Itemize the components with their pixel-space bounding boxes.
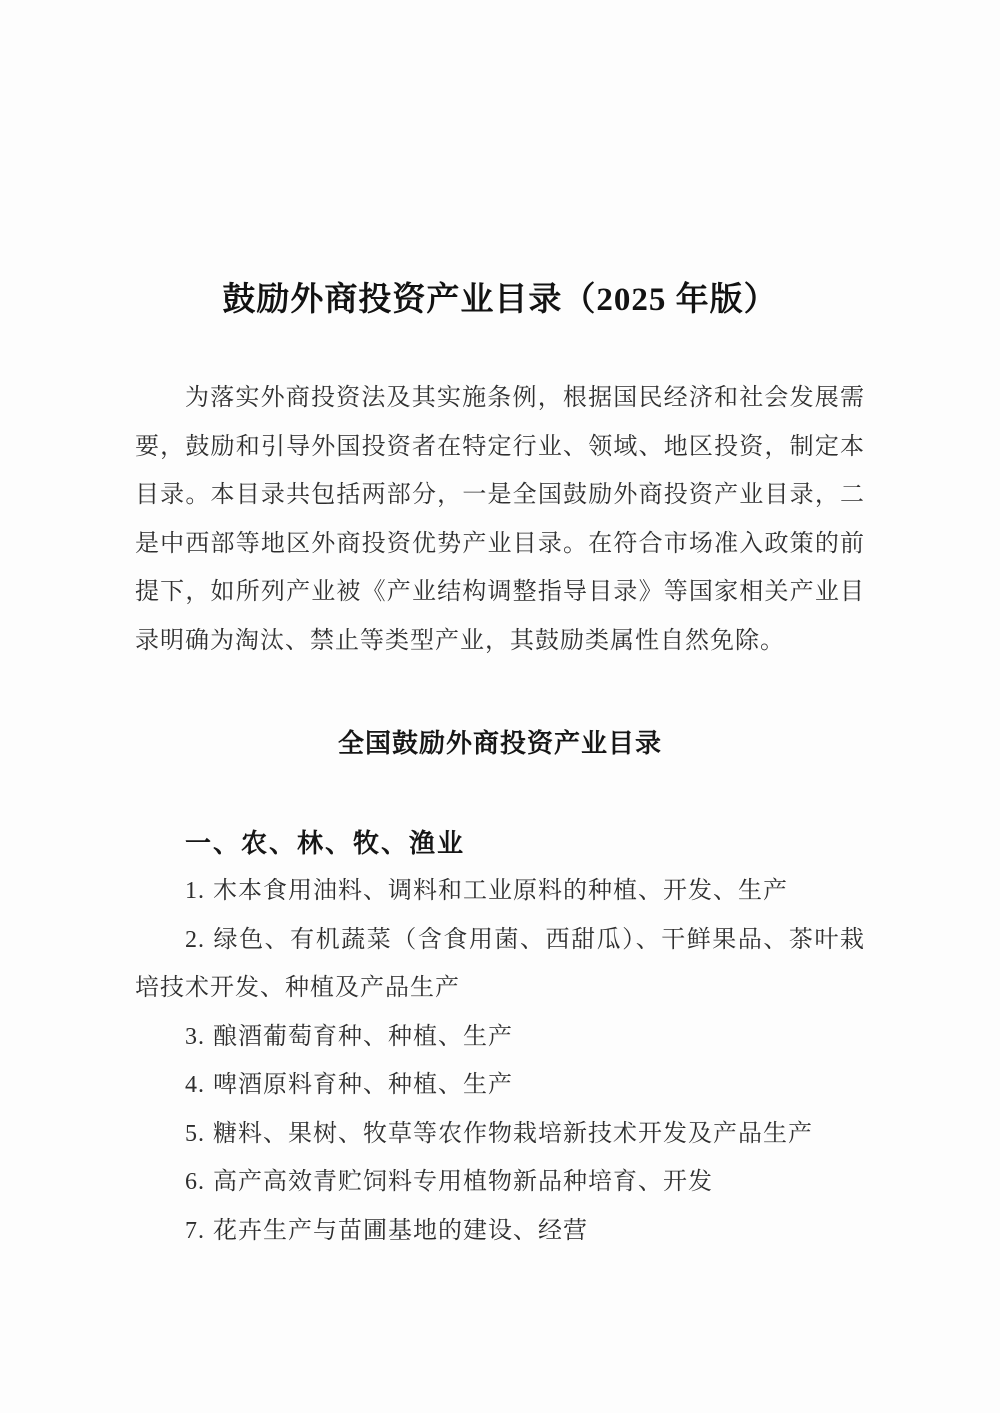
item-text: 高产高效青贮饲料专用植物新品种培育、开发 <box>213 1169 713 1195</box>
catalog-item-2 <box>135 916 865 965</box>
catalog-item-3 <box>135 1013 865 1062</box>
catalog-item-6 <box>135 1158 865 1207</box>
catalog-item-1 <box>135 867 865 916</box>
catalog-item-5 <box>135 1110 865 1159</box>
intro-line-6: 录明确为淘汰、禁止等类型产业，其鼓励类属性自然免除。 <box>135 627 785 654</box>
catalog-item-2-continued <box>135 964 865 1013</box>
item-text: 酿酒葡萄育种、种植、生产 <box>213 1023 513 1050</box>
item-text: 啤酒原料育种、种植、生产 <box>213 1072 513 1098</box>
item-number: 4. <box>185 1072 205 1098</box>
item-number: 2. <box>185 926 205 953</box>
intro-paragraph <box>135 374 865 665</box>
item-text: 糖料、果树、牧草等农作物栽培新技术开发及产品生产 <box>213 1120 813 1147</box>
item-text: 花卉生产与苗圃基地的建设、经营 <box>213 1217 588 1244</box>
intro-line-3: 目录。本目录共包括两部分，一是全国鼓励外商投资产业目录，二 <box>135 482 865 508</box>
intro-line-2: 要，鼓励和引导外国投资者在特定行业、领域、地区投资，制定本 <box>135 433 865 460</box>
item-text: 木本食用油料、调料和工业原料的种植、开发、生产 <box>213 878 788 904</box>
section-title: 全国鼓励外商投资产业目录 <box>337 728 662 758</box>
intro-line-1: 为落实外商投资法及其实施条例，根据国民经济和社会发展需 <box>185 385 865 411</box>
item-number: 3. <box>185 1023 205 1050</box>
intro-line-4: 是中西部等地区外商投资优势产业目录。在符合市场准入政策的前 <box>135 530 865 557</box>
catalog-item-4 <box>135 1061 865 1110</box>
item-number: 5. <box>185 1120 205 1147</box>
document-title: 鼓励外商投资产业目录（2025 年版） <box>222 282 778 318</box>
item-number: 6. <box>185 1169 205 1195</box>
intro-line-5: 提下，如所列产业被《产业结构调整指导目录》等国家相关产业目 <box>135 579 865 605</box>
catalog-items <box>135 867 865 1255</box>
item-text: 培技术开发、种植及产品生产 <box>135 975 460 1001</box>
item-text: 绿色、有机蔬菜（含食用菌、西甜瓜）、干鲜果品、茶叶栽 <box>213 926 865 953</box>
item-number: 7. <box>185 1217 205 1244</box>
catalog-item-7 <box>135 1207 865 1256</box>
item-number: 1. <box>185 878 205 904</box>
category-heading: 一、农、林、牧、渔业 <box>185 827 466 858</box>
